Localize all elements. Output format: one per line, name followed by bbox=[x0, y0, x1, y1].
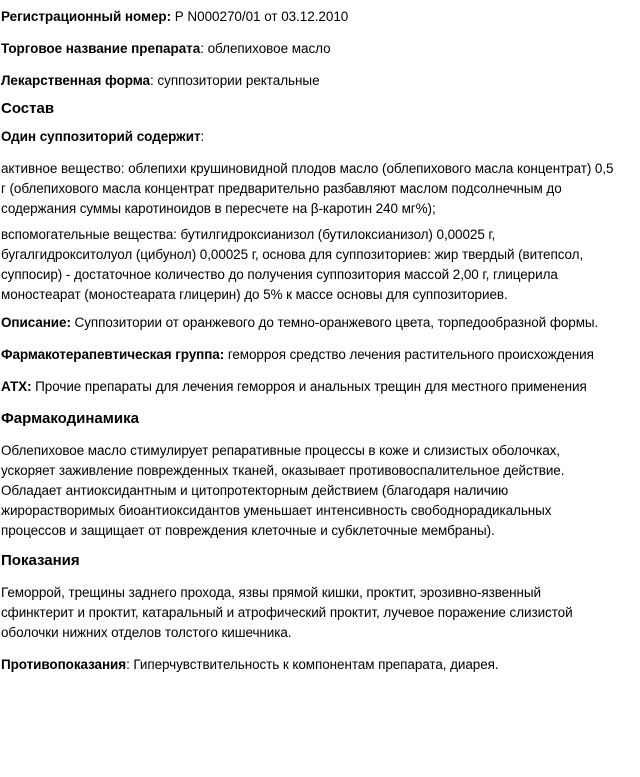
dosage-form-value: : суппозитории ректальные bbox=[150, 73, 320, 88]
pharmacodynamics-text: Облепиховое масло стимулирует репаративные процессы в коже и слизистых оболочках, ускоряет заживление поврежденных тканей, оказывает противовоспалительное действие. Обладает антиоксидантным и цитопротекторным действием (благодаря наличию жирорастворимых биоантиоксидантов уменьшает интенсивность свободнорадикальных процессов и защищает от повреждения клеточные и субклеточные мембраны). bbox=[1, 443, 565, 538]
active-substance: активное вещество: облепихи крушиновидной плодов масло (облепихового масла концентрат) 0,5 г (облепихового масла концентрат предварительно разбавляют маслом подсолнечным до содержания суммы каротиноидов в пересчете на β-каротин 240 мг%); bbox=[1, 161, 614, 216]
pharm-group-text: геморроя средство лечения растительного происхождения bbox=[224, 347, 594, 362]
atc-label: АТХ: bbox=[1, 379, 32, 394]
excipients: вспомогательные вещества: бутилгидроксианизол (бутилоксианизол) 0,00025 г, бугалгидрокситолуол (цибунол) 0,00025 г, основа для суппозиториев: жир твердый (витепсол, суппосир) - достаточное количество до получения суппозитория массой 2,00 г, глицерила моностеарат (моностеарата глицерин) до 5% к массе основы для суппозиториев. bbox=[1, 227, 584, 302]
trade-name-value: : облепиховое масло bbox=[200, 41, 331, 56]
trade-name bbox=[1, 39, 616, 59]
one-suppository-colon: : bbox=[200, 129, 205, 144]
description-label: Описание: bbox=[1, 315, 71, 330]
description bbox=[1, 313, 616, 333]
pharm-group-label: Фармакотерапевтическая группа: bbox=[1, 347, 225, 362]
dosage-form-label: Лекарственная форма bbox=[1, 73, 151, 88]
contraindications-text: : Гиперчувствительность к компонентам препарата, диарея. bbox=[126, 657, 499, 672]
contraindications-label: Противопоказания bbox=[1, 657, 127, 672]
registration-label: Регистрационный номер: bbox=[1, 9, 172, 24]
trade-name-label: Торговое название препарата bbox=[1, 41, 201, 56]
indications-heading: Показания bbox=[1, 552, 80, 569]
atc-code bbox=[1, 377, 616, 397]
dosage-form bbox=[1, 71, 616, 91]
one-suppository-label: Один суппозиторий содержит bbox=[1, 129, 201, 144]
registration-value: Р N000270/01 от 03.12.2010 bbox=[171, 9, 349, 24]
one-suppository bbox=[1, 127, 616, 147]
pharmacodynamics-heading: Фармакодинамика bbox=[1, 410, 139, 427]
contraindications bbox=[1, 655, 616, 675]
composition-heading: Состав bbox=[1, 100, 55, 117]
registration-number bbox=[1, 7, 616, 27]
description-text: Суппозитории от оранжевого до темно-оранжевого цвета, торпедообразной формы. bbox=[70, 315, 599, 330]
pharmacotherapeutic-group bbox=[1, 345, 616, 365]
indications-text: Геморрой, трещины заднего прохода, язвы прямой кишки, проктит, эрозивно-язвенный сфинктерит и проктит, катаральный и атрофический проктит, лучевое поражение слизистой оболочки нижних отделов толстого кишечника. bbox=[1, 585, 573, 640]
atc-text: Прочие препараты для лечения геморроя и анальных трещин для местного применения bbox=[31, 379, 587, 394]
